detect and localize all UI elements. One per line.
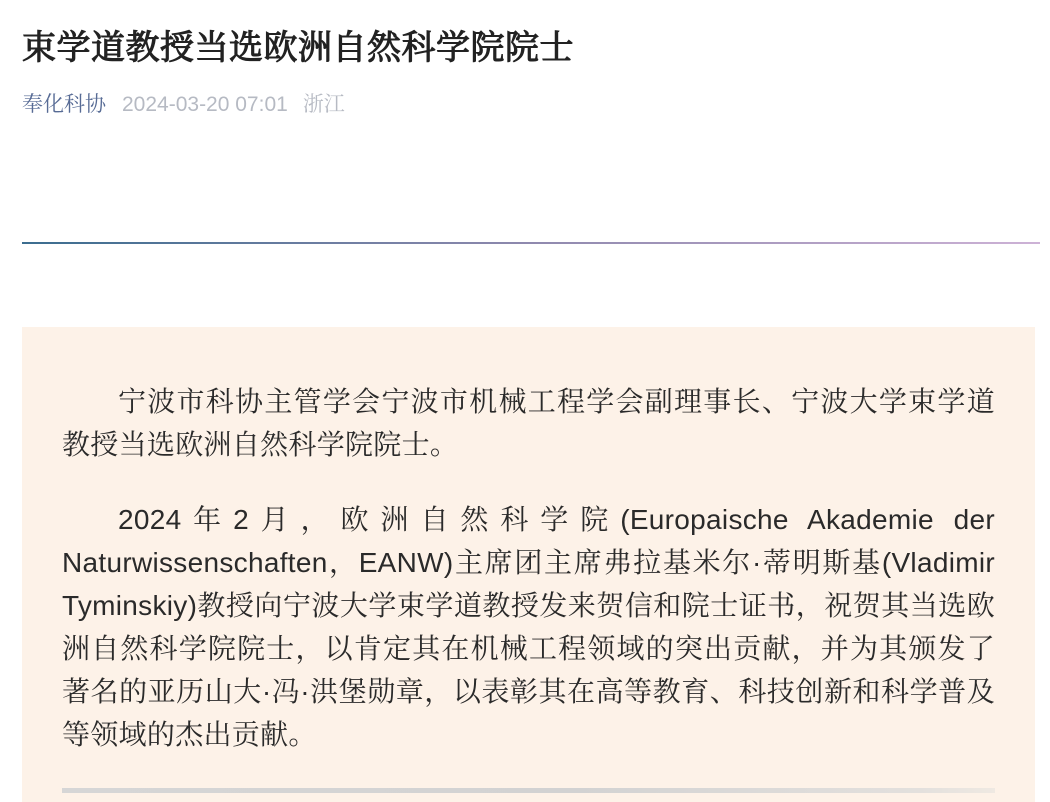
paragraph: 2024年2月，欧洲自然科学院(Europaische Akademie der Naturwissenschaften，EANW)主席团主席弗拉基米尔·蒂明斯基(Vladimir Tyminskiy)教授向宁波大学束学道教授发来贺信和院士证书，祝贺其当选欧洲自然科学院院士，以肯定其在机械工程领域的突出贡献，并为其颁发了著名的亚历山大·冯·洪堡勋章，以表彰其在高等教育、科技创新和科学普及等领域的杰出贡献。 — [62, 504, 995, 750]
publish-location: 浙江 — [302, 93, 345, 116]
publish-timestamp: 2024-03-20 07:01 — [122, 93, 288, 116]
article-content-box — [22, 327, 1035, 802]
source-account-link[interactable]: 奉化科协 — [22, 93, 106, 116]
paragraph: 宁波市科协主管学会宁波市机械工程学会副理事长、宁波大学束学道教授当选欧洲自然科学院院士。 — [62, 386, 995, 460]
inline-image-cropped — [62, 788, 995, 793]
gradient-divider — [22, 242, 1040, 244]
article-title: 束学道教授当选欧洲自然科学院院士 — [22, 29, 574, 67]
byline — [22, 91, 1012, 119]
